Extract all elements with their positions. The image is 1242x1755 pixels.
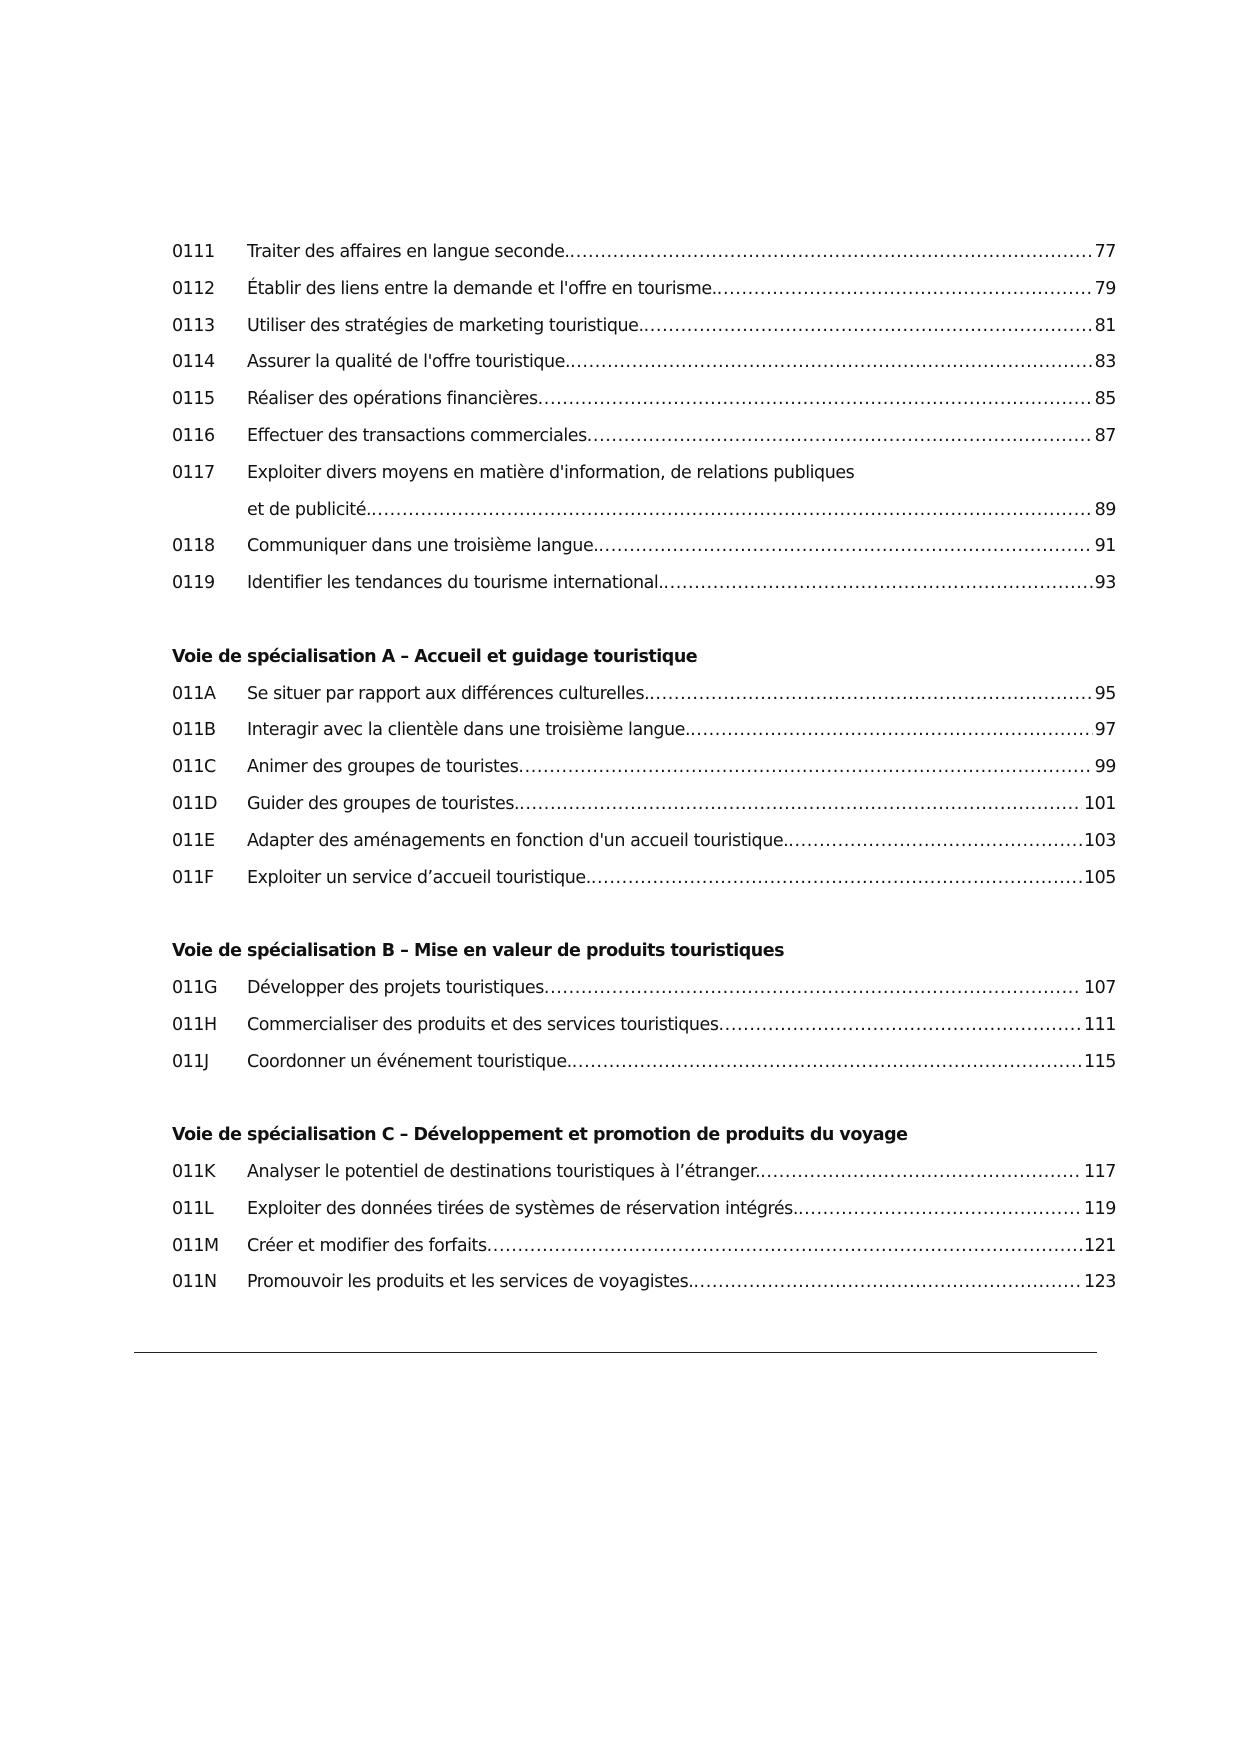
entry-title: Créer et modifier des forfaits [247, 1235, 487, 1256]
entry-title: Interagir avec la clientèle dans une troisième langue. [247, 720, 691, 741]
toc-entry[interactable] [172, 565, 1116, 602]
entry-title: Exploiter divers moyens en matière d'information, de relations publiques [247, 462, 855, 483]
entry-title: Établir des liens entre la demande et l'offre en tourisme. [247, 278, 717, 299]
dot-leader [591, 860, 1082, 897]
dot-leader [798, 1191, 1082, 1228]
entry-code: 011N [172, 1272, 217, 1293]
entry-page: 107 [1083, 977, 1116, 998]
entry-page: 123 [1083, 1272, 1116, 1293]
entry-page: 119 [1083, 1198, 1116, 1219]
toc-entry[interactable] [172, 271, 1116, 308]
dot-leader [570, 234, 1093, 271]
toc-entry[interactable] [172, 528, 1116, 565]
toc-entry[interactable] [172, 749, 1116, 786]
entry-page: 87 [1094, 425, 1116, 446]
dot-leader [487, 1228, 1082, 1265]
entry-code: 011F [172, 867, 214, 888]
entry-page: 99 [1094, 757, 1116, 778]
entry-code: 011H [172, 1014, 217, 1035]
toc-entry[interactable] [172, 1154, 1116, 1191]
toc-entry[interactable] [172, 381, 1116, 418]
dot-leader [663, 565, 1092, 602]
dot-leader [598, 528, 1092, 565]
dot-leader [572, 1044, 1082, 1081]
entry-title: Promouvoir les produits et les services de voyagistes. [247, 1272, 694, 1293]
entry-code: 011A [172, 683, 216, 704]
dot-leader [693, 1264, 1082, 1301]
entry-page: 93 [1094, 573, 1116, 594]
section-heading: Voie de spécialisation B – Mise en valeur de produits touristiques [172, 941, 785, 962]
entry-title: Utiliser des stratégies de marketing touristique. [247, 315, 644, 336]
entry-code: 0113 [172, 315, 215, 336]
entry-page: 101 [1083, 793, 1116, 814]
dot-leader [788, 823, 1082, 860]
entry-code: 011J [172, 1051, 209, 1072]
toc-entry[interactable] [172, 676, 1116, 713]
entry-title: Animer des groupes de touristes [247, 757, 519, 778]
entry-page: 117 [1083, 1161, 1116, 1182]
entry-code: 011G [172, 977, 218, 998]
entry-page: 95 [1094, 683, 1116, 704]
toc-entry[interactable] [172, 1264, 1116, 1301]
entry-code: 0116 [172, 425, 215, 446]
entry-page: 89 [1094, 499, 1116, 520]
entry-title: Analyser le potentiel de destinations touristiques à l’étranger. [247, 1161, 761, 1182]
entry-code: 0119 [172, 573, 215, 594]
toc-entry[interactable] [172, 970, 1116, 1007]
toc-entry[interactable] [172, 1044, 1116, 1081]
entry-title: Guider des groupes de touristes. [247, 793, 520, 814]
entry-title: Se situer par rapport aux différences culturelles. [247, 683, 650, 704]
toc-entry[interactable] [172, 860, 1116, 897]
dot-leader [518, 749, 1092, 786]
toc-entry[interactable] [172, 418, 1116, 455]
toc-entry[interactable] [172, 344, 1116, 381]
dot-leader [587, 418, 1093, 455]
entry-code: 0117 [172, 462, 215, 483]
footer-divider [134, 1352, 1097, 1353]
dot-leader [719, 1007, 1082, 1044]
toc-entry[interactable] [172, 308, 1116, 345]
section-spacer [172, 1080, 1116, 1117]
entry-code: 0111 [172, 242, 215, 262]
toc-entry[interactable] [172, 1007, 1116, 1044]
entry-title: Assurer la qualité de l'offre touristique. [247, 352, 571, 373]
entry-page: 121 [1083, 1235, 1116, 1256]
entry-page: 81 [1094, 315, 1116, 336]
toc-entry[interactable] [172, 1228, 1116, 1265]
entry-code: 011K [172, 1161, 216, 1182]
entry-title: Réaliser des opérations financières [247, 389, 538, 410]
entry-title: Communiquer dans une troisième langue. [247, 536, 599, 557]
entry-page: 97 [1094, 720, 1116, 741]
dot-leader [519, 786, 1082, 823]
toc-entry[interactable] [172, 455, 1116, 492]
entry-title: Développer des projets touristiques [247, 977, 544, 998]
toc-entry[interactable] [172, 234, 1116, 271]
dot-leader [570, 344, 1093, 381]
entry-code: 011B [172, 720, 216, 741]
toc-entry[interactable] [172, 1191, 1116, 1228]
entry-page: 103 [1083, 830, 1116, 851]
entry-code: 0118 [172, 536, 215, 557]
dot-leader [649, 676, 1092, 713]
entry-page: 77 [1094, 242, 1116, 262]
section-heading: Voie de spécialisation A – Accueil et guidage touristique [172, 646, 698, 667]
entry-title: Commercialiser des produits et des services touristiques [247, 1014, 719, 1035]
entry-title: Exploiter des données tirées de systèmes de réservation intégrés. [247, 1198, 798, 1219]
toc-entry-continuation[interactable] [172, 492, 1116, 529]
dot-leader [690, 712, 1093, 749]
entry-page: 111 [1083, 1014, 1116, 1035]
entry-code: 0112 [172, 278, 215, 299]
entry-title: Identifier les tendances du tourisme international. [247, 573, 664, 594]
entry-code: 011C [172, 757, 216, 778]
toc-entry[interactable] [172, 823, 1116, 860]
entry-code: 0115 [172, 389, 215, 410]
entry-code: 0114 [172, 352, 215, 373]
dot-leader [760, 1154, 1082, 1191]
entry-title: Exploiter un service d’accueil touristique. [247, 867, 591, 888]
section-spacer [172, 602, 1116, 639]
dot-leader [644, 308, 1093, 345]
entry-title: Coordonner un événement touristique. [247, 1051, 572, 1072]
dot-leader [717, 271, 1093, 308]
entry-code: 011E [172, 830, 215, 851]
entry-code: 011M [172, 1235, 219, 1256]
dot-leader [538, 381, 1093, 418]
entry-page: 85 [1094, 389, 1116, 410]
table-of-contents [172, 234, 1116, 1301]
toc-entry[interactable] [172, 786, 1116, 823]
entry-page: 115 [1083, 1051, 1116, 1072]
entry-title-continuation: et de publicité. [247, 499, 372, 520]
entry-title: Adapter des aménagements en fonction d'un accueil touristique. [247, 830, 789, 851]
entry-page: 105 [1083, 867, 1116, 888]
entry-code: 011L [172, 1198, 214, 1219]
section-heading: Voie de spécialisation C – Développement et promotion de produits du voyage [172, 1125, 908, 1146]
section-spacer [172, 896, 1116, 933]
entry-title: Effectuer des transactions commerciales [247, 425, 587, 446]
toc-entry[interactable] [172, 712, 1116, 749]
entry-page: 83 [1094, 352, 1116, 373]
entry-page: 91 [1094, 536, 1116, 557]
entry-page: 79 [1094, 278, 1116, 299]
entry-code: 011D [172, 793, 218, 814]
dot-leader [544, 970, 1082, 1007]
entry-title: Traiter des affaires en langue seconde. [247, 242, 570, 262]
dot-leader [371, 492, 1092, 529]
